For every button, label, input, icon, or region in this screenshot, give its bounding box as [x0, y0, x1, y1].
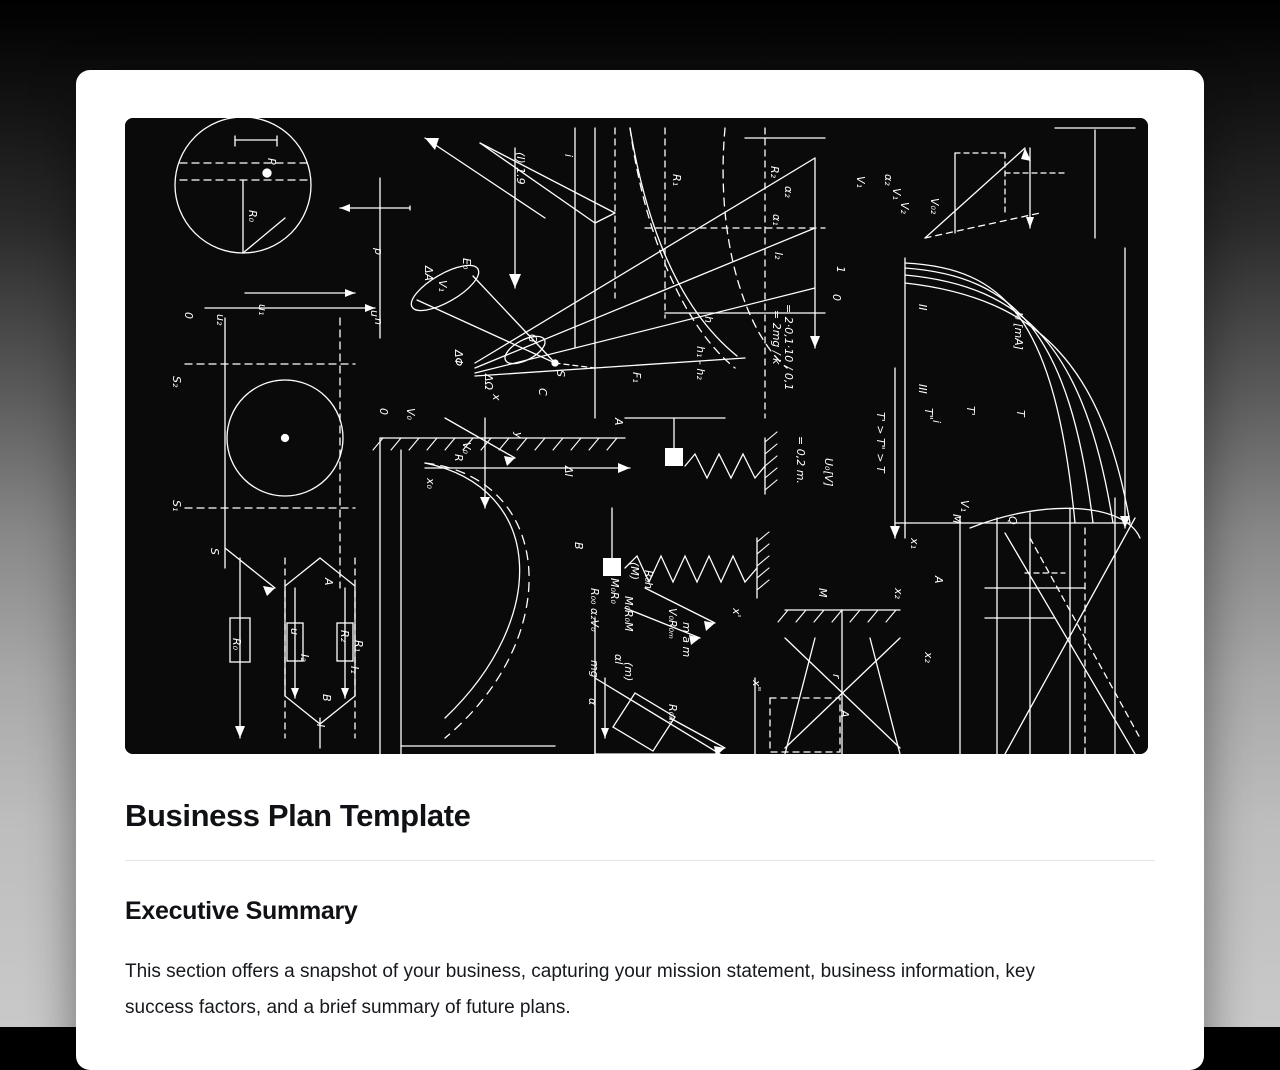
svg-text:I₂: I₂	[298, 654, 311, 662]
svg-text:V₁: V₁	[436, 280, 449, 292]
svg-text:α: α	[586, 698, 599, 706]
svg-text:A: A	[932, 576, 945, 584]
hero-image	[125, 118, 1148, 754]
svg-text:0: 0	[182, 312, 195, 319]
section-paragraph-executive-summary: This section offers a snapshot of your business, capturing your mission statement, business information, key success factors, and a brief summary of future plans.	[125, 961, 1035, 1019]
svg-text:M₀R₀M: M₀R₀M	[622, 596, 635, 632]
svg-text:x₂: x₂	[892, 588, 905, 599]
title-divider	[125, 860, 1155, 861]
svg-text:B: B	[320, 694, 333, 702]
svg-text:M₀R₀: M₀R₀	[608, 578, 621, 604]
document-body	[76, 754, 1204, 1026]
physics-diagrams-blackboard-illustration	[125, 118, 1148, 754]
svg-text:l₂: l₂	[772, 252, 785, 260]
svg-text:r: r	[830, 674, 843, 679]
svg-text:ΔΦ: ΔΦ	[452, 350, 465, 367]
svg-text:(m): (m)	[622, 662, 635, 682]
svg-text:F₁: F₁	[630, 372, 643, 383]
svg-text:V₀: V₀	[460, 442, 473, 454]
svg-text:Δl: Δl	[562, 466, 575, 477]
svg-text:I₁: I₁	[348, 666, 361, 674]
svg-text:A: A	[322, 578, 335, 586]
svg-text:S: S	[554, 370, 567, 377]
svg-text:u: u	[288, 628, 301, 635]
svg-text:ΔA: ΔA	[422, 266, 435, 282]
svg-text:T": T"	[922, 408, 935, 420]
svg-text:S₁: S₁	[170, 500, 183, 512]
svg-text:y: y	[512, 432, 525, 439]
svg-text:S₂: S₂	[170, 376, 183, 388]
svg-text:h: h	[702, 316, 715, 323]
svg-text:u₁: u₁	[256, 304, 269, 316]
svg-text:R₂: R₂	[768, 166, 781, 179]
svg-text:ΔΩ: ΔΩ	[482, 374, 495, 390]
svg-text:C: C	[536, 388, 549, 396]
svg-text:V₁: V₁	[958, 500, 971, 512]
svg-text:x: x	[490, 394, 503, 401]
svg-text:I: I	[314, 724, 327, 728]
svg-text:x₂: x₂	[922, 652, 935, 663]
svg-text:V₁: V₁	[890, 188, 903, 200]
svg-text:α₂: α₂	[782, 186, 795, 198]
svg-text:V₀: V₀	[404, 408, 417, 420]
svg-text:III: III	[916, 384, 929, 394]
svg-text:V₂: V₂	[898, 202, 911, 214]
svg-text:R₀: R₀	[230, 638, 243, 651]
svg-text:p: p	[372, 248, 385, 255]
svg-text:A: A	[612, 418, 625, 426]
svg-text:0: 0	[377, 408, 390, 415]
svg-text:G: G	[526, 334, 539, 343]
svg-text:αl: αl	[612, 654, 625, 665]
svg-text:x₁: x₁	[908, 538, 921, 549]
svg-text:T': T'	[964, 406, 977, 416]
svg-text:S: S	[208, 548, 221, 555]
svg-text:n: n	[372, 318, 385, 325]
document-card	[76, 70, 1204, 1070]
svg-text:i: i	[562, 154, 575, 158]
svg-text:E₀: E₀	[460, 258, 473, 270]
svg-text:α₂: α₂	[882, 174, 895, 186]
svg-text:V₀R₀ₘ: V₀R₀ₘ	[666, 608, 679, 639]
svg-text:R₁: R₁	[670, 174, 683, 187]
svg-text:U₀[V]: U₀[V]	[822, 458, 835, 487]
svg-text:V₀₂: V₀₂	[928, 198, 941, 215]
svg-text:m a m: m a m	[680, 622, 693, 658]
svg-text:R₀h: R₀h	[642, 570, 655, 590]
svg-text:α₁: α₁	[770, 214, 783, 226]
svg-text:II: II	[916, 304, 929, 311]
svg-text:u: u	[368, 310, 381, 317]
svg-text:x': x'	[730, 608, 743, 618]
svg-text:(M): (M)	[628, 562, 641, 581]
svg-text:x₀: x₀	[424, 478, 437, 489]
svg-text:R₀: R₀	[246, 210, 259, 223]
svg-text:T: T	[1014, 410, 1027, 417]
page-title: Business Plan Template	[125, 798, 471, 833]
svg-text:h₁ - h₂: h₁ - h₂	[694, 346, 707, 380]
svg-text:= 2·0,1·10 / 0,1: = 2·0,1·10 / 0,1	[782, 304, 795, 391]
svg-text:V₁: V₁	[854, 176, 867, 188]
svg-text:R₀ₘ: R₀ₘ	[666, 704, 679, 723]
svg-text:M: M	[816, 588, 829, 598]
svg-text:0: 0	[830, 294, 843, 301]
svg-text:R₁: R₁	[352, 640, 365, 653]
svg-text:= 0,2 m.: = 0,2 m.	[794, 436, 807, 484]
svg-text:x": x"	[750, 680, 763, 692]
svg-text:(l) 1.9: (l) 1.9	[514, 152, 527, 185]
svg-text:B: B	[572, 542, 585, 550]
svg-text:T' > T" > T: T' > T" > T	[874, 412, 887, 473]
svg-text:I₀ [mA]: I₀ [mA]	[1012, 312, 1025, 350]
svg-text:i: i	[930, 420, 943, 424]
section-heading-executive-summary: Executive Summary	[125, 897, 358, 925]
svg-text:mg: mg	[588, 660, 601, 678]
svg-text:u₂: u₂	[214, 314, 227, 326]
svg-text:P: P	[265, 158, 278, 165]
svg-text:Q: Q	[1006, 516, 1019, 525]
svg-text:= 2mg / k: = 2mg / k	[770, 310, 783, 365]
svg-text:R₂: R₂	[338, 630, 351, 643]
svg-text:R: R	[452, 454, 465, 462]
svg-text:1: 1	[834, 266, 847, 273]
svg-text:M: M	[950, 514, 963, 524]
svg-text:R₀₀ α₂V₀: R₀₀ α₂V₀	[588, 588, 601, 632]
svg-text:A: A	[838, 710, 851, 718]
